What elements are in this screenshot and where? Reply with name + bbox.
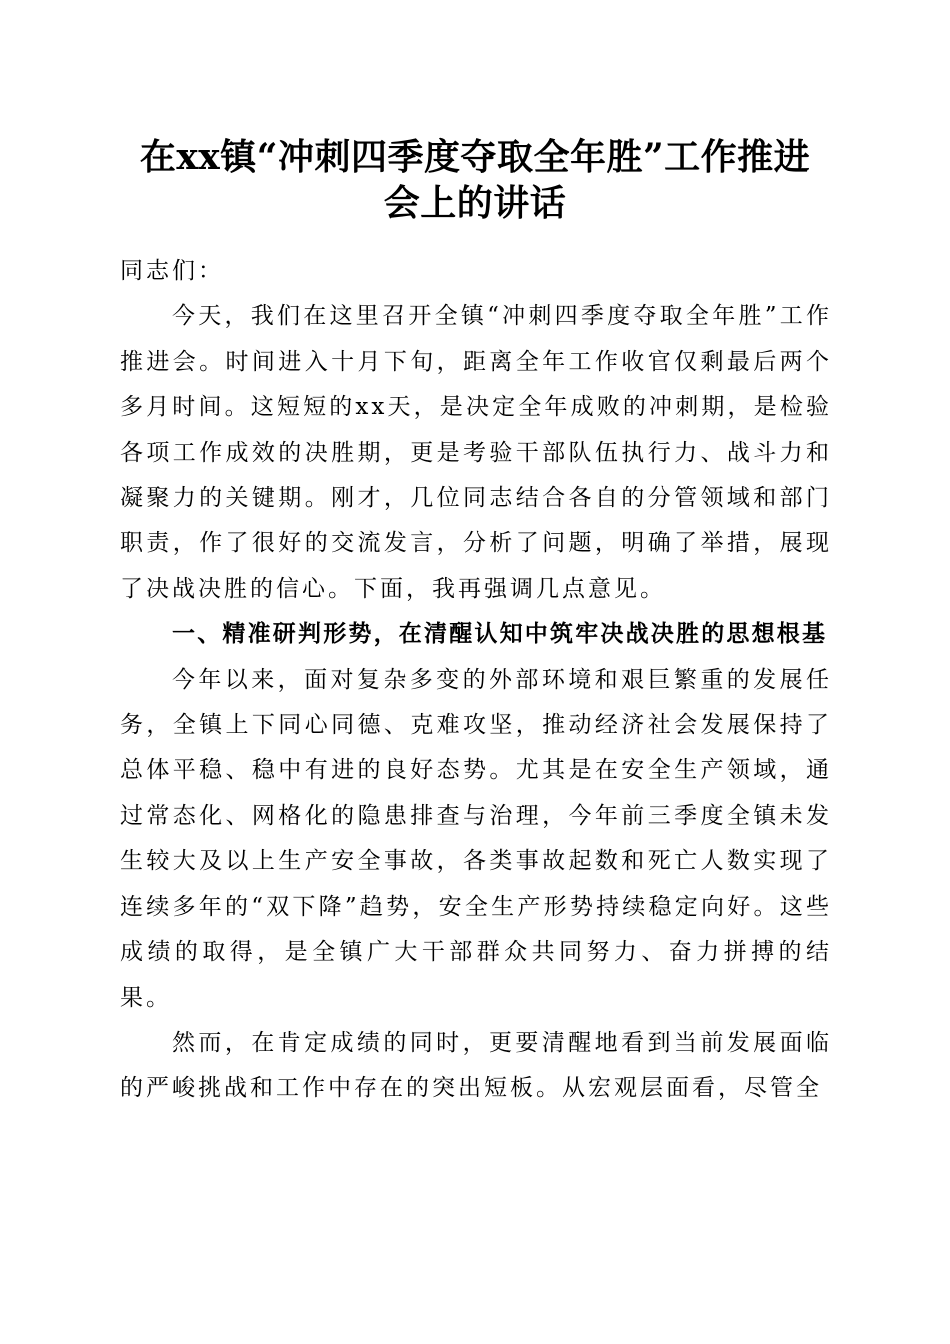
section-heading-1: 一、精准研判形势，在清醒认知中筑牢决战决胜的思想根基 bbox=[172, 621, 828, 648]
paragraph-challenges: 然而，在肯定成绩的同时，更要清醒地看到当前发展面临的严峻挑战和工作中存在的突出短板。从宏观层面看，尽管全 bbox=[120, 1029, 832, 1102]
salutation: 同志们： bbox=[120, 258, 224, 284]
title-line-2: 会上的讲话 bbox=[383, 182, 567, 224]
document-title bbox=[100, 134, 850, 226]
title-line-1: 在xx镇“冲刺四季度夺取全年胜”工作推进 bbox=[139, 136, 811, 178]
paragraph-achievements: 今年以来，面对复杂多变的外部环境和艰巨繁重的发展任务，全镇上下同心同德、克难攻坚，推动经济社会发展保持了总体平稳、稳中有进的良好态势。尤其是在安全生产领域，通过常态化、网格化的隐患排查与治理，今年前三季度全镇未发生较大及以上生产安全事故，各类事故起数和死亡人数实现了连续多年的“双下降”趋势，安全生产形势持续稳定向好。这些成绩的取得，是全镇广大干部群众共同努力、奋力拼搏的结果。 bbox=[120, 666, 832, 1011]
document-body bbox=[120, 249, 832, 1112]
paragraph-opening: 今天，我们在这里召开全镇“冲刺四季度夺取全年胜”工作推进会。时间进入十月下旬，距离全年工作收官仅剩最后两个多月时间。这短短的xx天，是决定全年成败的冲刺期，是检验各项工作成效的决胜期，更是考验干部队伍执行力、战斗力和凝聚力的关键期。刚才，几位同志结合各自的分管领域和部门职责，作了很好的交流发言，分析了问题，明确了举措，展现了决战决胜的信心。下面，我再强调几点意见。 bbox=[120, 303, 832, 602]
